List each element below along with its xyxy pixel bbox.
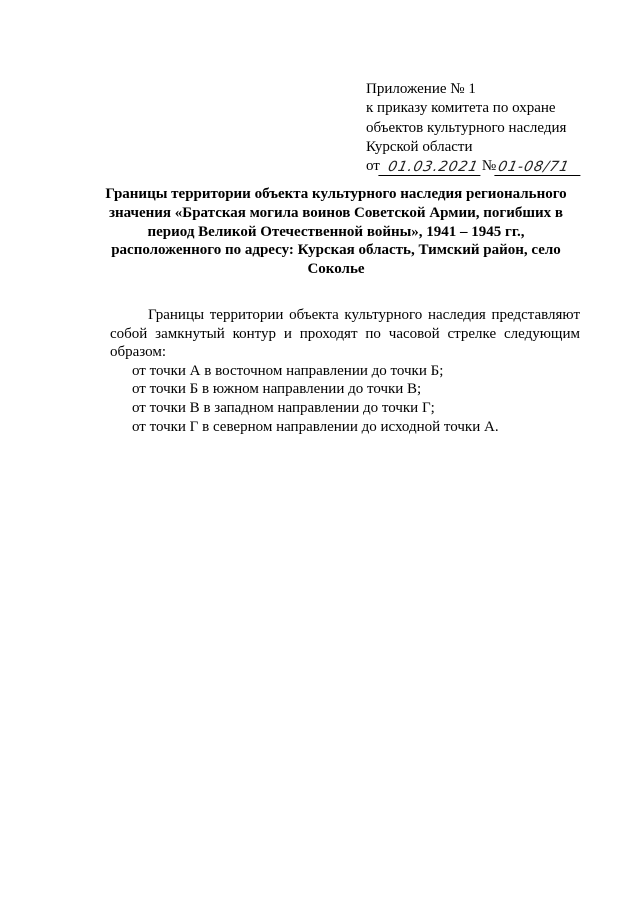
boundary-item: от точки Г в северном направлении до исходной точки А. bbox=[132, 418, 499, 435]
appendix-date-number bbox=[366, 157, 616, 176]
date-prefix: от bbox=[366, 158, 380, 175]
appendix-title: Приложение № 1 bbox=[366, 81, 476, 97]
appendix-region: Курской области bbox=[366, 138, 473, 155]
boundary-item: от точки Б в южном направлении до точки В; bbox=[132, 381, 422, 398]
handwritten-number: 01-08/71 bbox=[494, 160, 583, 176]
document-body bbox=[110, 306, 580, 436]
appendix-block bbox=[366, 80, 616, 176]
boundary-item: от точки В в западном направлении до точки Г; bbox=[132, 399, 435, 416]
number-prefix: № bbox=[481, 158, 497, 175]
document-title: Границы территории объекта культурного наследия регионального значения «Братская могила воинов Советской Армии, погибших в период Великой Отечественной войны», 1941 – 1945 гг., расположенного по адресу: Курская область, Тимский район, село Сокольe bbox=[105, 186, 567, 278]
appendix-order-ref: к приказу комитета по охране bbox=[366, 100, 556, 117]
boundary-item: от точки А в восточном направлении до точки Б; bbox=[132, 362, 444, 379]
handwritten-date: 01.03.2021 bbox=[378, 160, 483, 176]
intro-paragraph: Границы территории объекта культурного наследия представляют собой замкнутый контур и проходят по часовой стрелке следующим образом: bbox=[110, 307, 580, 361]
appendix-committee: объектов культурного наследия bbox=[366, 119, 567, 136]
